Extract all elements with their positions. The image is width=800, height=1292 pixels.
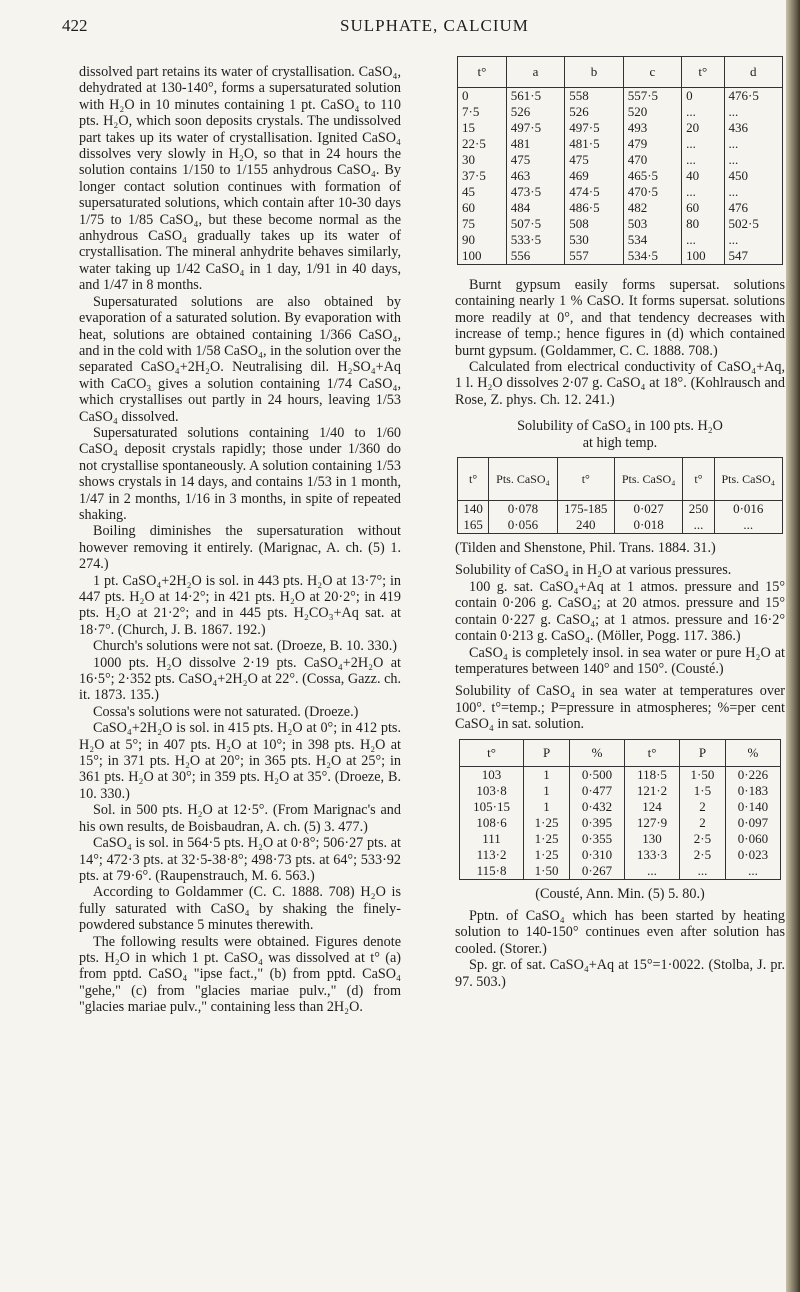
table-cell: 1·50 [680, 766, 726, 783]
table-cell: 105·15 [460, 799, 524, 815]
table-row [458, 232, 783, 248]
table-row [458, 136, 783, 152]
paragraph: CaSO₄+2H₂O is sol. in 415 pts. H₂O at 0°; in 412 pts. H₂O at 5°; in 407 pts. H₂O at 10°; in 398 pts. H₂O at 15°; in 371 pts. H₂O at 20°; in 365 pts. H₂O at 25°; in 361 pts. H₂O at 30°; in 359 pts. H₂O at 35°. (Droeze, B. 10. 330.) [79, 720, 401, 802]
insolubility-paragraph: CaSO₄ is completely insol. in sea water or pure H₂O at temperatures between 140° and 150°. (Cousté.) [455, 644, 785, 677]
table-cell: 0·078 [489, 501, 557, 518]
table-cell: 558 [565, 88, 623, 105]
table-cell: 108·6 [460, 815, 524, 831]
running-head: SULPHATE, CALCIUM [340, 16, 529, 35]
table-cell: ... [714, 517, 782, 534]
table-cell: 473·5 [506, 184, 564, 200]
table-cell: 124 [625, 799, 680, 815]
table-row [458, 517, 783, 534]
table-cell: 0·023 [725, 847, 780, 863]
table-cell: ... [725, 863, 780, 880]
table-cell: 0·432 [570, 799, 625, 815]
table-cell: 507·5 [506, 216, 564, 232]
table-cell: 80 [682, 216, 724, 232]
paragraph: Supersaturated solutions are also obtained by evaporation of a saturated solution. By evaporation with heat, solutions are obtained containing 1/366 CaSO₄, and in the cold with 1/58 CaSO₄, in the solution over the separated CaSO₄+2H₂O. Neutralising dil. H₂SO₄+Aq with CaCO₃ gives a solution containing 1/74 CaSO₄, which crystallises out partly in 24 hours, leaving 1/53 CaSO₄ dissolved. [79, 293, 401, 425]
table-cell: 1·25 [524, 831, 570, 847]
paragraph: Cossa's solutions were not saturated. (Droeze.) [93, 703, 359, 720]
pressure-paragraph: 100 g. sat. CaSO₄+Aq at 1 atmos. pressure and 15° contain 0·206 g. CaSO₄; at 20 atmos. pressure and 15° contain 0·227 g. CaSO₄; at 1 atmos. pressure and 16·2° contain 0·213 g. CaSO₄. (Möller, Pogg. 117. 386.) [455, 578, 785, 645]
table-cell: 2 [680, 815, 726, 831]
table-cell: 557 [565, 248, 623, 265]
table-cell: 526 [565, 104, 623, 120]
column-header: Pts. CaSO₄ [489, 458, 557, 501]
table-cell: 0·056 [489, 517, 557, 534]
table-cell: 20 [682, 120, 724, 136]
table-cell: 1 [524, 799, 570, 815]
page-edge-shadow [786, 0, 800, 1292]
table-cell: 0·477 [570, 783, 625, 799]
table-cell: 0·140 [725, 799, 780, 815]
table-cell: 0·183 [725, 783, 780, 799]
table-cell: 0·355 [570, 831, 625, 847]
table-cell: 534 [623, 232, 681, 248]
table-cell: 60 [458, 200, 507, 216]
table-cell: 103 [460, 766, 524, 783]
column-header: c [623, 57, 681, 88]
column-header: a [506, 57, 564, 88]
column-header: d [724, 57, 783, 88]
paragraph: Church's solutions were not sat. (Droeze, B. 10. 330.) [93, 638, 397, 655]
table-cell: 481 [506, 136, 564, 152]
column-header: t° [458, 57, 507, 88]
column-header: P [680, 739, 726, 766]
table-cell: 450 [728, 168, 748, 183]
table-cell: ... [682, 184, 724, 200]
table-cell: 470 [623, 152, 681, 168]
table-cell: 30 [458, 152, 507, 168]
table-cell: 133·3 [625, 847, 680, 863]
table-row [458, 88, 783, 105]
table-cell: 465·5 [623, 168, 681, 184]
table-cell: 2·5 [680, 847, 726, 863]
column-header: P [524, 739, 570, 766]
table-row [460, 799, 781, 815]
table-cell: 502·5 [728, 216, 759, 231]
sea-water-paragraph: Solubility of CaSO₄ in sea water at temperatures over 100°. t°=temp.; P=pressure in atmospheres; %=per cent CaSO₄ in sat. solution. [455, 683, 785, 733]
column-header: t° [460, 739, 524, 766]
table-row [460, 847, 781, 863]
table-cell: 1 [524, 766, 570, 783]
paragraph: dissolved part retains its water of crystallisation. CaSO₄, dehydrated at 130-140°, forms a supersaturated solution with H₂O in 10 minutes containing 1 pt. CaSO₄ to 110 pts. H₂O, which soon deposits crystals. The undissolved part takes up its water of crystallisation. Ignited CaSO₄ dissolves very slowly in H₂O, so that in 24 hours the solution contains 1/150 to 1/155 anhydrous CaSO₄. By longer contact solution continues with formation of supersaturated solutions, which contain after 10-30 days 1/75 to 1/85 CaSO₄, but these become normal as the anhydrous CaSO₄ gradually takes up its water of crystallisation. The mineral anhydrite behaves similarly, water taking up 1/42 CaSO₄ in 1 day, 1/91 in 40 days, and 1/47 in 8 months. [79, 64, 401, 294]
table-cell: 1·50 [524, 863, 570, 880]
table-cell: 1 [524, 783, 570, 799]
table-cell: 22·5 [458, 136, 507, 152]
table-cell: 130 [625, 831, 680, 847]
table-cell: 0 [458, 88, 507, 105]
table-cell: 0·016 [714, 501, 782, 518]
table-cell: 561·5 [506, 88, 564, 105]
table-row [460, 831, 781, 847]
table-cell: 530 [565, 232, 623, 248]
table-cell: 118·5 [625, 766, 680, 783]
table-cell: 2·5 [680, 831, 726, 847]
table-cell: 470·5 [623, 184, 681, 200]
table-cell: 45 [458, 184, 507, 200]
table-cell: 111 [460, 831, 524, 847]
table-cell: 75 [458, 216, 507, 232]
table-row [458, 216, 783, 232]
table-cell: 2 [680, 799, 726, 815]
table-cell: 7·5 [458, 104, 507, 120]
table-row [458, 200, 783, 216]
table-cell: 436 [728, 120, 748, 135]
table-row [458, 184, 783, 200]
table-cell: 0·027 [614, 501, 682, 518]
table-cell: 103·8 [460, 783, 524, 799]
table-cell: 533·5 [506, 232, 564, 248]
table-cell: 463 [506, 168, 564, 184]
table-cell: ... [682, 136, 724, 152]
table-cell: 475 [565, 152, 623, 168]
column-header: % [725, 739, 780, 766]
paragraph: Boiling diminishes the supersaturation without however removing it entirely. (Marignac, A. ch. (5) 1. 274.) [79, 523, 401, 573]
table-row [458, 120, 783, 136]
table-cell: 493 [623, 120, 681, 136]
table-cell: 547 [728, 248, 748, 263]
table-row [458, 104, 783, 120]
table-cell: 481·5 [565, 136, 623, 152]
column-header: Pts. CaSO₄ [714, 458, 782, 501]
table-cell: 121·2 [625, 783, 680, 799]
table-cell: 475 [506, 152, 564, 168]
tilden-reference: (Tilden and Shenstone, Phil. Trans. 1884. 31.) [455, 540, 716, 557]
table-row [458, 248, 783, 265]
table-row [458, 152, 783, 168]
column-header: % [570, 739, 625, 766]
table-cell: 474·5 [565, 184, 623, 200]
table-cell: 503 [623, 216, 681, 232]
table-cell: 0·060 [725, 831, 780, 847]
paragraph: Sol. in 500 pts. H₂O at 12·5°. (From Marignac's and his own results, de Boisbaudran, A. ch. (5) 3. 477.) [79, 802, 401, 835]
paragraph: 1000 pts. H₂O dissolve 2·19 pts. CaSO₄+2H₂O at 16·5°; 2·352 pts. CaSO₄+2H₂O at 22°. (Cossa, Gazz. ch. it. 1873. 135.) [79, 654, 402, 704]
table-row [460, 783, 781, 799]
table-cell: 520 [623, 104, 681, 120]
table-cell: 0·500 [570, 766, 625, 783]
table-cell: 113·2 [460, 847, 524, 863]
pressure-heading: Solubility of CaSO₄ in H₂O at various pressures. [455, 562, 732, 579]
table-row [460, 815, 781, 831]
table-cell: 60 [682, 200, 724, 216]
table-cell: ... [682, 104, 724, 120]
table-cell: 482 [623, 200, 681, 216]
table-cell: ... [728, 136, 739, 151]
table-cell: 0·226 [725, 766, 780, 783]
table-cell: 100 [682, 248, 724, 265]
table-row [460, 766, 781, 783]
table-cell: 127·9 [625, 815, 680, 831]
table-cell: 0·395 [570, 815, 625, 831]
table-cell: 476·5 [728, 88, 759, 103]
table-cell: 165 [458, 517, 489, 534]
column-header: Pts. CaSO₄ [614, 458, 682, 501]
table-cell: 1·25 [524, 815, 570, 831]
table-cell: 508 [565, 216, 623, 232]
table-cell: ... [680, 863, 726, 880]
page-number: 422 [62, 16, 88, 35]
table-cell: 0·018 [614, 517, 682, 534]
table2-caption: Solubility of CaSO₄ in 100 pts. H₂O [517, 418, 723, 435]
table-cell: 534·5 [623, 248, 681, 265]
column-header: t° [557, 458, 614, 501]
table-row [460, 863, 781, 880]
table-cell: 484 [506, 200, 564, 216]
paragraph: 1 pt. CaSO₄+2H₂O is sol. in 443 pts. H₂O at 13·7°; in 447 pts. H₂O at 14·2°; in 421 pts. H₂O at 20·2°; in 419 pts. H₂O at 21·2°; and in 445 pts. H₂CO₃+Aq sat. at 18·7°. (Church, J. B. 1867. 192.) [79, 572, 401, 638]
table-cell: 497·5 [565, 120, 623, 136]
column-header: b [565, 57, 623, 88]
paragraph: CaSO₄ is sol. in 564·5 pts. H₂O at 0·8°; 506·27 pts. at 14°; 472·3 pts. at 32·5-38·8°; 498·73 pts. at 64°; 533·92 pts. at 79·6°. (Raupenstrauch, M. 6. 563.) [79, 835, 401, 884]
table-cell: 37·5 [458, 168, 507, 184]
table-cell: 100 [458, 248, 507, 265]
right-column [455, 56, 785, 990]
table-cell: 175-185 [557, 501, 614, 518]
goldammer-table [457, 56, 783, 265]
table-cell: ... [728, 152, 739, 167]
table-cell: 0·097 [725, 815, 780, 831]
table-cell: 486·5 [565, 200, 623, 216]
table-cell: 115·8 [460, 863, 524, 880]
table-cell: 15 [458, 120, 507, 136]
table-cell: ... [683, 517, 714, 534]
table-cell: 1·25 [524, 847, 570, 863]
column-header: t° [682, 57, 724, 88]
table-cell: 1·5 [680, 783, 726, 799]
table-row [458, 168, 783, 184]
specific-gravity-paragraph: Sp. gr. of sat. CaSO₄+Aq at 15°=1·0022. (Stolba, J. pr. 97. 503.) [455, 957, 785, 990]
column-header: t° [683, 458, 714, 501]
table-cell: 469 [565, 168, 623, 184]
table-cell: 0 [682, 88, 724, 105]
table-cell: 479 [623, 136, 681, 152]
table-cell: 526 [506, 104, 564, 120]
table-cell: 140 [458, 501, 489, 518]
table-cell: 0·310 [570, 847, 625, 863]
table-cell: ... [728, 104, 739, 119]
paragraph: According to Goldammer (C. C. 1888. 708) H₂O is fully saturated with CaSO₄ by shaking the finely-powdered substance 5 minutes therewith. [79, 884, 401, 934]
table-cell: 497·5 [506, 120, 564, 136]
table-cell: 557·5 [623, 88, 681, 105]
table-cell: ... [728, 232, 739, 247]
conductivity-paragraph: Calculated from electrical conductivity of CaSO₄+Aq, 1 l. H₂O dissolves 2·07 g. CaSO₄ at 18°. (Kohlrausch and Rose, Z. phys. Ch. 12. 241.) [455, 359, 785, 408]
table-cell: ... [728, 184, 739, 199]
sea-water-table [459, 739, 781, 880]
high-temp-table [457, 457, 783, 534]
table-cell: ... [625, 863, 680, 880]
paragraph: The following results were obtained. Figures denote pts. H₂O in which 1 pt. CaSO₄ was dissolved at t° (a) from pptd. CaSO₄ "ipse fact.," (b) from pptd. CaSO₄ "gehe," (c) from "glacies mariae pulv.," (d) from "glacies mariae pulv.," containing less than 2H₂O. [79, 933, 401, 1016]
table-cell: 90 [458, 232, 507, 248]
table2-caption-line2: at high temp. [582, 434, 658, 451]
column-header: t° [458, 458, 489, 501]
table-cell: 0·267 [570, 863, 625, 880]
table-cell: 250 [683, 501, 714, 518]
column-header: t° [625, 739, 680, 766]
table-cell: 240 [557, 517, 614, 534]
table-cell: 476 [728, 200, 748, 215]
couste-reference: (Cousté, Ann. Min. (5) 5. 80.) [535, 885, 705, 902]
table-cell: ... [682, 232, 724, 248]
table-cell: 556 [506, 248, 564, 265]
burnt-gypsum-paragraph: Burnt gypsum easily forms supersat. solutions containing nearly 1 % CaSO. It forms supersat. solutions more readily at 0°, and that tendency decreases with increase of temp.; hence figures in (d) which contained burnt gypsum. (Goldammer, C. C. 1888. 708.) [455, 277, 785, 359]
table-cell: 40 [682, 168, 724, 184]
table-cell: ... [682, 152, 724, 168]
precipitation-paragraph: Pptn. of CaSO₄ which has been started by heating solution to 140-150° continues even after solution has cooled. (Storer.) [455, 907, 785, 957]
table-row [458, 501, 783, 518]
left-column [79, 64, 401, 1016]
paragraph: Supersaturated solutions containing 1/40 to 1/60 CaSO₄ deposit crystals rapidly; those under 1/360 do not crystallise spontaneously. A solution containing 1/53 shows crystals in 14 days, and contains 1/53 in 1 month, 1/47 in 2 months, 1/16 in 3 months, in spite of repeated shaking. [79, 424, 401, 523]
